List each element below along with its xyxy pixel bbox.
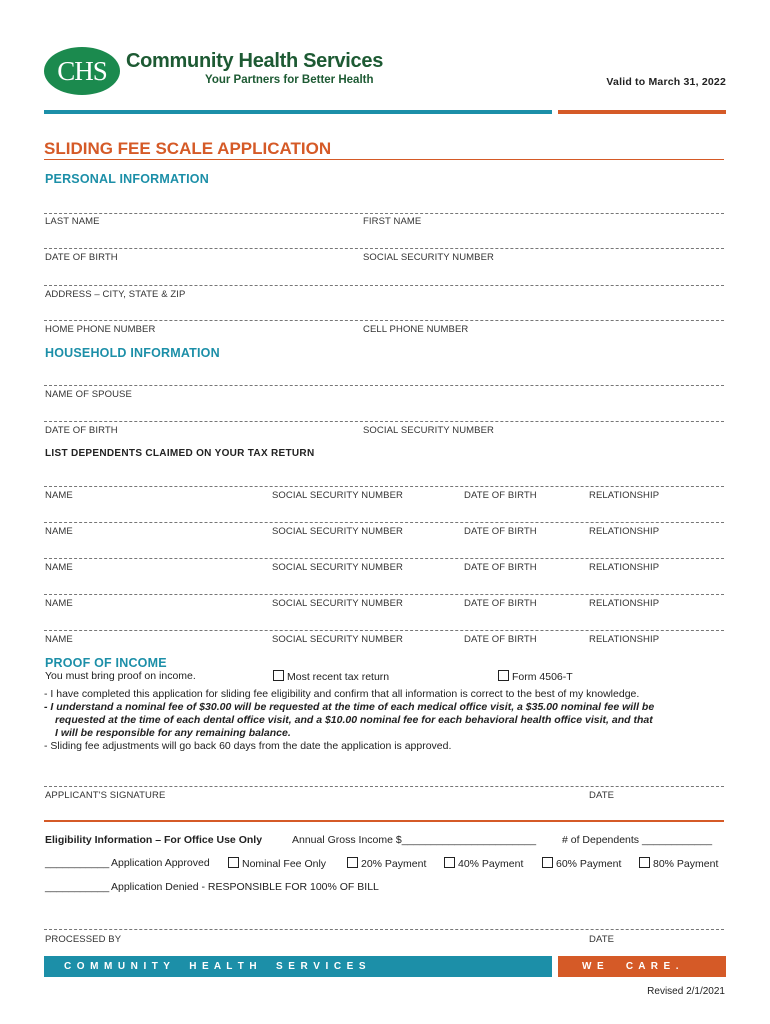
spouse-dob-ssn-line[interactable] [44, 421, 724, 422]
fee-statement-line3: I will be responsible for any remaining balance. [55, 727, 291, 739]
logo-letters: CHS [57, 56, 107, 86]
dependent-line[interactable] [44, 630, 724, 631]
dependent-relationship-label: RELATIONSHIP [589, 490, 660, 501]
spouse-field-line[interactable] [44, 385, 724, 386]
dependent-ssn-label: SOCIAL SECURITY NUMBER [272, 526, 404, 537]
address-label: ADDRESS – CITY, STATE & ZIP [45, 289, 186, 300]
tax-return-checkbox[interactable] [273, 670, 284, 681]
phone-field-line[interactable] [44, 320, 724, 321]
spouse-name-label: NAME OF SPOUSE [45, 389, 132, 400]
payment-20-option[interactable] [347, 857, 426, 870]
ssn-label: SOCIAL SECURITY NUMBER [363, 252, 495, 263]
address-field-line[interactable] [44, 285, 724, 286]
valid-until: Valid to March 31, 2022 [606, 76, 726, 88]
dependent-line[interactable] [44, 594, 724, 595]
dependent-name-label: NAME [45, 490, 73, 501]
dependents-heading: LIST DEPENDENTS CLAIMED ON YOUR TAX RETURN [45, 448, 315, 459]
payment-80-label: 80% Payment [653, 858, 719, 870]
nominal-fee-label: Nominal Fee Only [242, 858, 327, 870]
approved-blank[interactable]: ___________ [45, 857, 110, 869]
header-bar-orange [558, 110, 726, 114]
payment-80-checkbox[interactable] [639, 857, 650, 868]
personal-info-heading: PERSONAL INFORMATION [45, 172, 209, 186]
dependent-dob-label: DATE OF BIRTH [464, 562, 537, 573]
office-use-heading: Eligibility Information – For Office Use Only [45, 834, 263, 846]
payment-20-checkbox[interactable] [347, 857, 358, 868]
dependents-count-field[interactable]: # of Dependents ____________ [562, 834, 713, 846]
payment-40-checkbox[interactable] [444, 857, 455, 868]
dependent-line[interactable] [44, 558, 724, 559]
revised-date: Revised 2/1/2021 [647, 986, 725, 997]
org-tagline: Your Partners for Better Health [205, 74, 374, 86]
tax-return-option[interactable] [273, 670, 389, 683]
title-rule [44, 159, 724, 160]
processed-by-line[interactable] [44, 929, 724, 930]
payment-60-label: 60% Payment [556, 858, 622, 870]
home-phone-label: HOME PHONE NUMBER [45, 324, 156, 335]
tax-return-label: Most recent tax return [287, 671, 390, 683]
processed-by-label: PROCESSED BY [45, 934, 122, 945]
dependent-ssn-label: SOCIAL SECURITY NUMBER [272, 598, 404, 609]
form-title: SLIDING FEE SCALE APPLICATION [44, 139, 332, 158]
dependent-relationship-label: RELATIONSHIP [589, 598, 660, 609]
gross-income-field[interactable]: Annual Gross Income $_______________________ [292, 834, 537, 846]
signature-date-label: DATE [589, 790, 615, 801]
fee-statement-line1: - I understand a nominal fee of $30.00 will be requested at the time of each medical office visit, a $35.00 nominal fee will be [44, 701, 655, 713]
dob-label: DATE OF BIRTH [45, 252, 118, 263]
signature-line[interactable] [44, 786, 724, 787]
spouse-dob-label: DATE OF BIRTH [45, 425, 118, 436]
footer-banner-orange [558, 956, 726, 977]
cell-phone-label: CELL PHONE NUMBER [363, 324, 469, 335]
footer-we-care: W E C A R E . [582, 961, 679, 972]
processed-date-label: DATE [589, 934, 615, 945]
adjustment-statement: - Sliding fee adjustments will go back 60 days from the date the application is approved. [44, 740, 452, 752]
payment-60-option[interactable] [542, 857, 621, 870]
footer-org-name: C O M M U N I T Y H E A L T H S E R V I C E S [64, 961, 366, 972]
dependent-dob-label: DATE OF BIRTH [464, 598, 537, 609]
first-name-label: FIRST NAME [363, 216, 422, 227]
last-name-label: LAST NAME [45, 216, 100, 227]
dob-ssn-field-line[interactable] [44, 248, 724, 249]
dependent-relationship-label: RELATIONSHIP [589, 526, 660, 537]
dependent-line[interactable] [44, 486, 724, 487]
dependent-name-label: NAME [45, 526, 73, 537]
dependent-dob-label: DATE OF BIRTH [464, 526, 537, 537]
payment-20-label: 20% Payment [361, 858, 427, 870]
dependent-relationship-label: RELATIONSHIP [589, 634, 660, 645]
dependent-ssn-label: SOCIAL SECURITY NUMBER [272, 634, 404, 645]
form-4506t-label: Form 4506-T [512, 671, 573, 683]
payment-80-option[interactable] [639, 857, 718, 870]
denied-blank[interactable]: ___________ [45, 881, 110, 893]
proof-of-income-heading: PROOF OF INCOME [45, 656, 167, 670]
org-name: Community Health Services [126, 50, 384, 72]
nominal-fee-option[interactable] [228, 857, 326, 870]
dependent-ssn-label: SOCIAL SECURITY NUMBER [272, 562, 404, 573]
dependent-name-label: NAME [45, 634, 73, 645]
header-bar-teal [44, 110, 552, 114]
dependent-relationship-label: RELATIONSHIP [589, 562, 660, 573]
dependent-dob-label: DATE OF BIRTH [464, 634, 537, 645]
application-denied-label: Application Denied - RESPONSIBLE FOR 100% OF BILL [111, 881, 379, 893]
spouse-ssn-label: SOCIAL SECURITY NUMBER [363, 425, 495, 436]
dependent-ssn-label: SOCIAL SECURITY NUMBER [272, 490, 404, 501]
payment-40-option[interactable] [444, 857, 523, 870]
payment-40-label: 40% Payment [458, 858, 524, 870]
household-info-heading: HOUSEHOLD INFORMATION [45, 346, 220, 360]
dependent-dob-label: DATE OF BIRTH [464, 490, 537, 501]
nominal-fee-checkbox[interactable] [228, 857, 239, 868]
name-field-line[interactable] [44, 213, 724, 214]
payment-60-checkbox[interactable] [542, 857, 553, 868]
application-approved-label: Application Approved [111, 857, 210, 869]
fee-statement-line2: requested at the time of each dental office visit, and a $10.00 nominal fee for each behavioral health office visit, and that [55, 714, 653, 726]
dependent-name-label: NAME [45, 598, 73, 609]
form-4506t-option[interactable] [498, 670, 573, 683]
footer-banner-teal [44, 956, 552, 977]
applicant-signature-label: APPLICANT'S SIGNATURE [45, 790, 166, 801]
office-use-rule [44, 820, 724, 822]
proof-note: You must bring proof on income. [45, 670, 196, 682]
dependent-line[interactable] [44, 522, 724, 523]
chs-logo [44, 47, 120, 95]
certification-statement: - I have completed this application for sliding fee eligibility and confirm that all information is correct to the best of my knowledge. [44, 688, 640, 700]
form-4506t-checkbox[interactable] [498, 670, 509, 681]
dependent-name-label: NAME [45, 562, 73, 573]
